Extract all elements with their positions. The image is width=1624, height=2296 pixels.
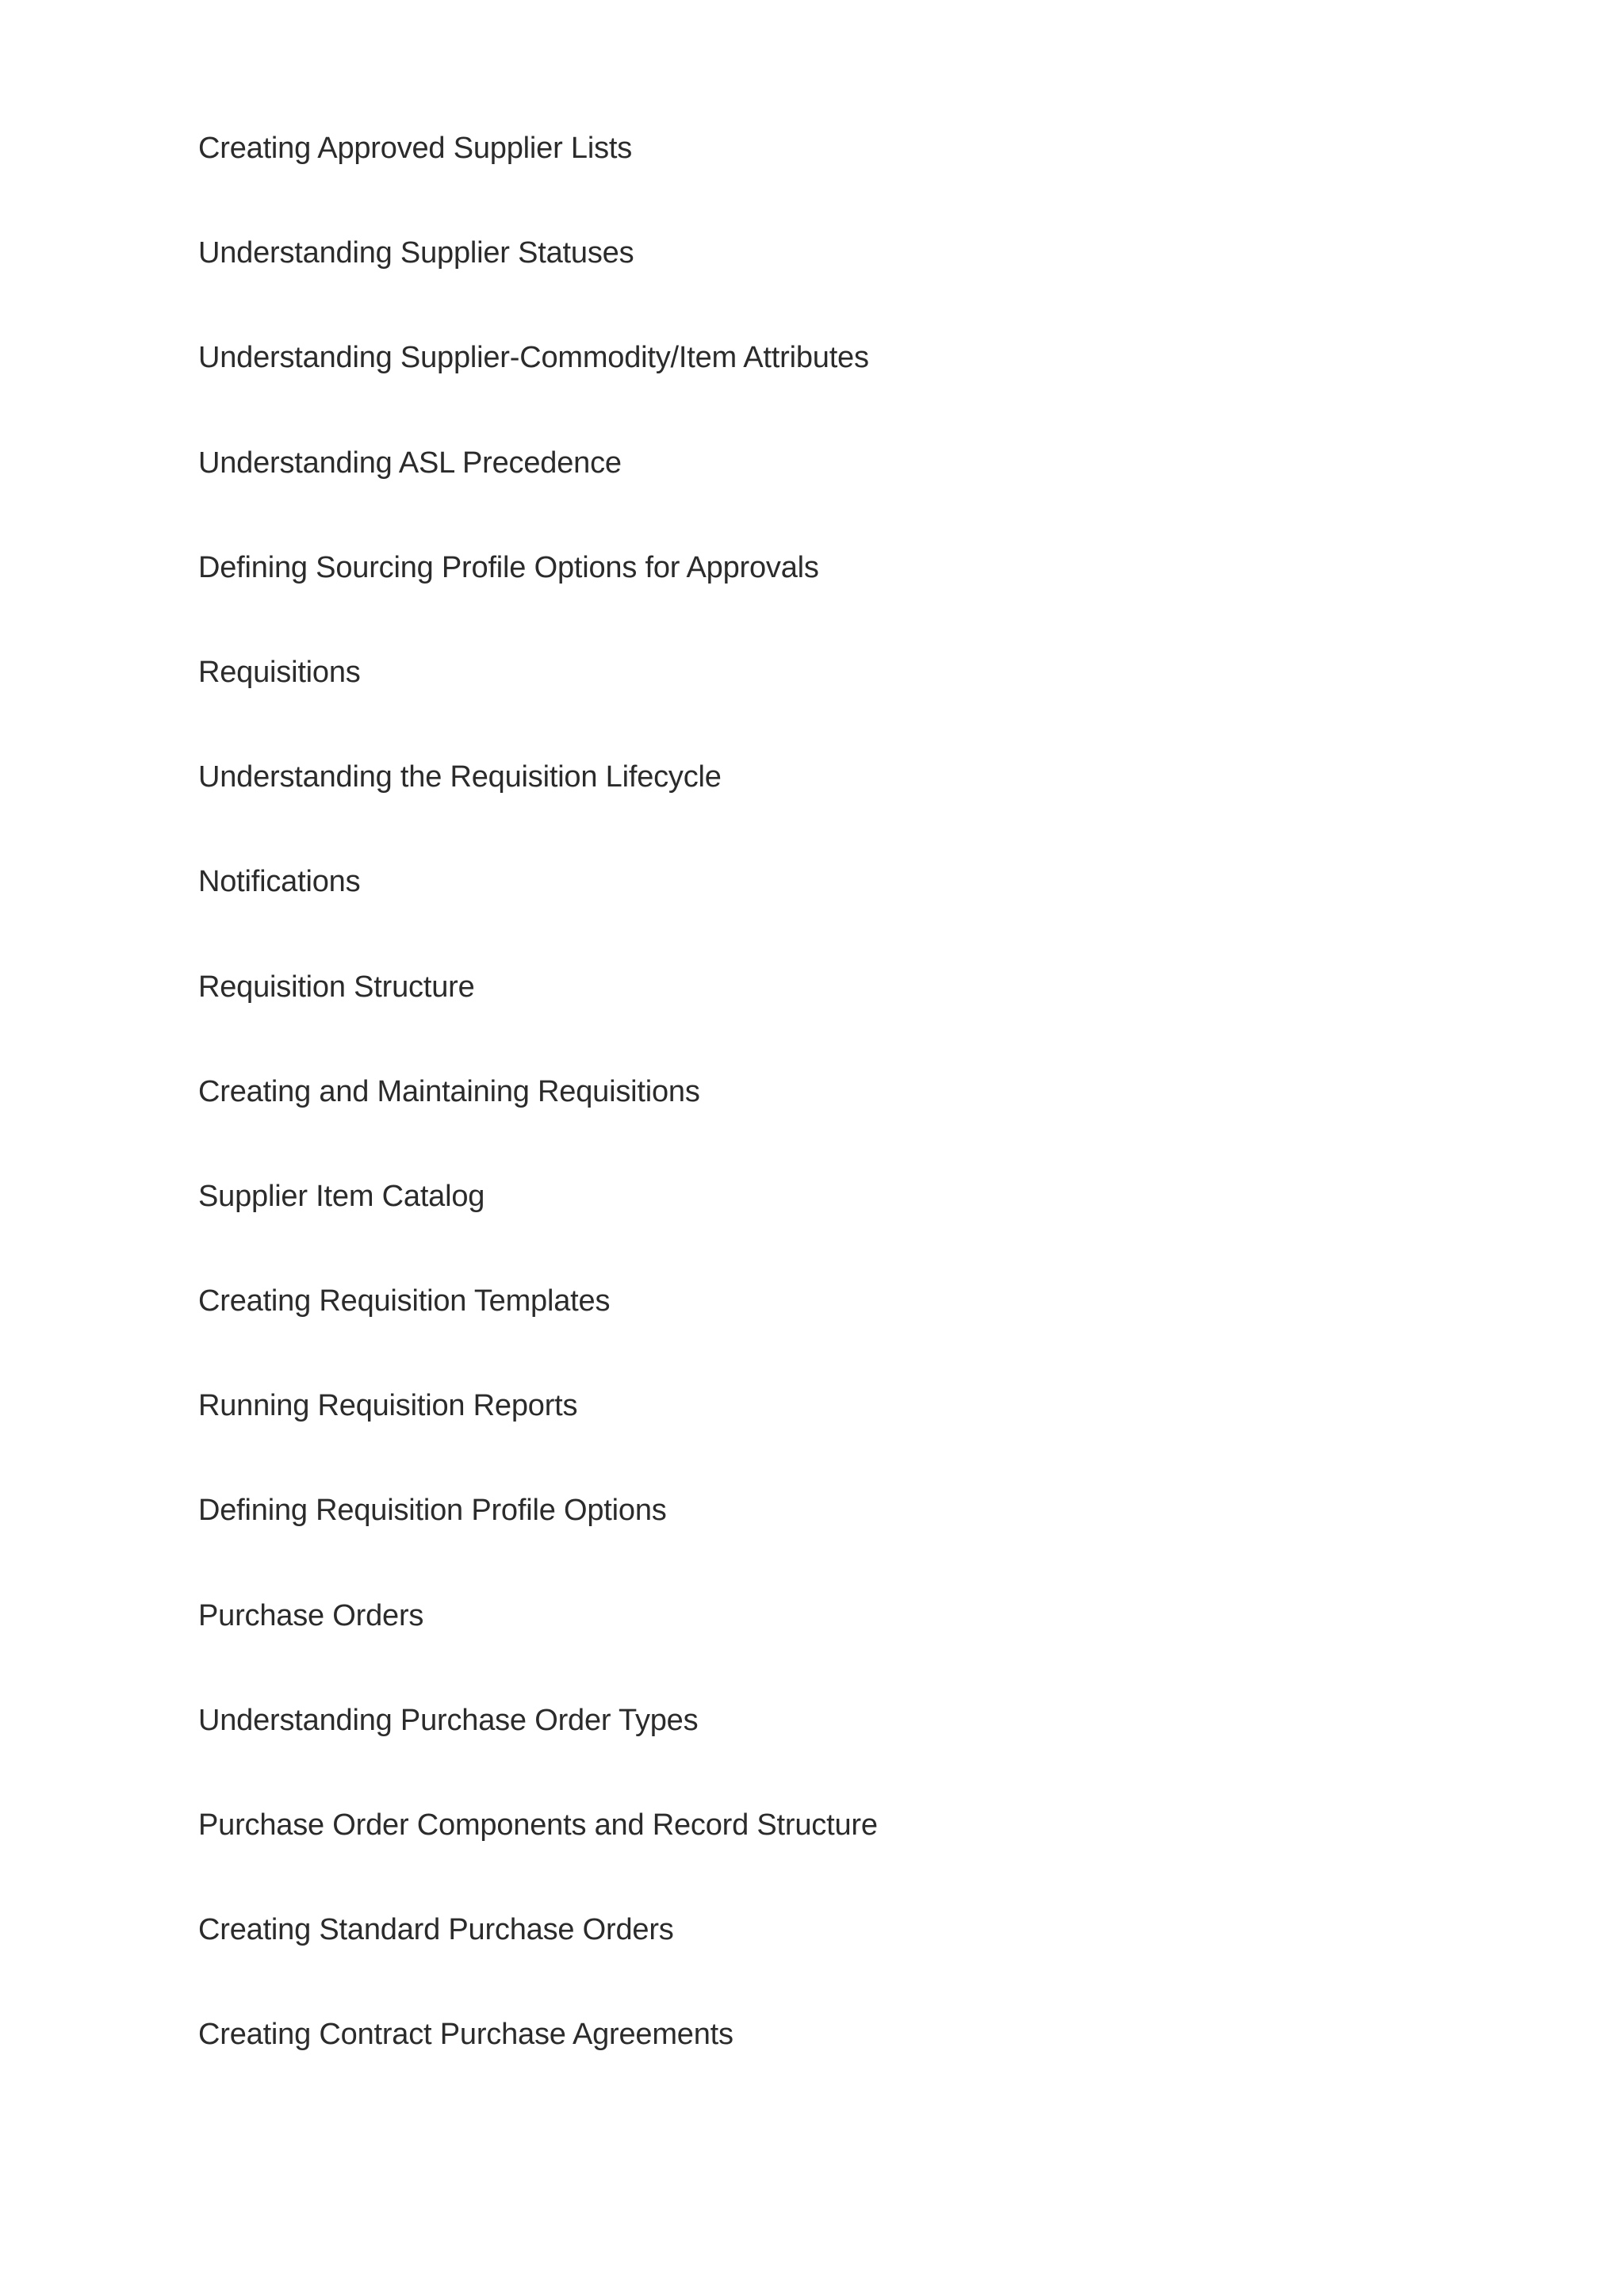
list-item: Notifications (198, 865, 361, 899)
topic-list (198, 128, 878, 2120)
list-item: Creating and Maintaining Requisitions (198, 1074, 700, 1108)
list-item: Understanding ASL Precedence (198, 446, 622, 480)
list-item: Supplier Item Catalog (198, 1179, 485, 1213)
list-item: Understanding Supplier-Commodity/Item Attributes (198, 341, 869, 375)
list-item: Creating Approved Supplier Lists (198, 132, 633, 165)
list-item: Purchase Orders (198, 1598, 424, 1632)
list-item: Understanding Purchase Order Types (198, 1703, 699, 1737)
list-item: Creating Contract Purchase Agreements (198, 2018, 733, 2052)
list-item: Creating Requisition Templates (198, 1284, 611, 1318)
list-item: Running Requisition Reports (198, 1389, 578, 1423)
list-item: Purchase Order Components and Record Structure (198, 1808, 878, 1842)
list-item: Understanding Supplier Statuses (198, 236, 634, 270)
list-item: Understanding the Requisition Lifecycle (198, 760, 722, 794)
list-item: Defining Requisition Profile Options (198, 1494, 667, 1528)
list-item: Requisitions (198, 655, 361, 689)
list-item: Defining Sourcing Profile Options for Approvals (198, 550, 819, 584)
list-item: Requisition Structure (198, 970, 475, 1004)
list-item: Creating Standard Purchase Orders (198, 1913, 674, 1947)
